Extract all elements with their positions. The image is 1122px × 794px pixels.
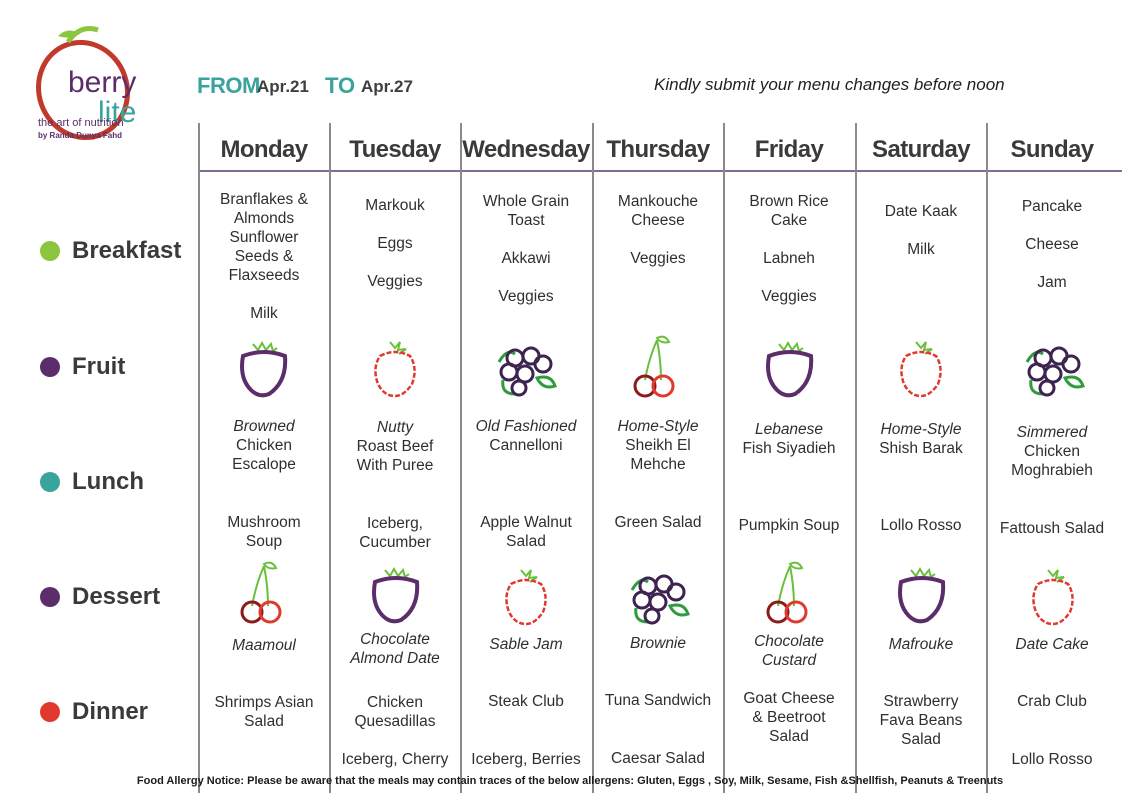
menu-item: Cheese bbox=[1025, 236, 1079, 253]
dinner-item: Goat Cheese bbox=[743, 690, 835, 707]
menu-item: Branflakes & bbox=[220, 191, 308, 208]
lunch-side-sunday bbox=[987, 519, 1117, 538]
dish-style: Browned bbox=[233, 418, 295, 435]
day-header-thursday: Thursday bbox=[606, 136, 710, 163]
dinner-item: Steak Club bbox=[488, 693, 564, 710]
menu-item: Almonds bbox=[233, 210, 295, 227]
plum-icon bbox=[887, 562, 957, 632]
cherry-icon bbox=[230, 560, 300, 630]
dinner-item: Shrimps Asian bbox=[214, 694, 314, 711]
dish-name: Fish Siyadieh bbox=[742, 440, 836, 457]
menu-item: Whole Grain bbox=[482, 193, 570, 210]
day-header-friday: Friday bbox=[754, 136, 824, 163]
dinner-saturday bbox=[856, 692, 986, 749]
side-item: Salad bbox=[506, 533, 546, 550]
dinner-item: Strawberry bbox=[883, 693, 959, 710]
blueberry-icon bbox=[1019, 334, 1089, 404]
lunch-side-tuesday bbox=[330, 514, 460, 552]
dinner-sunday bbox=[987, 692, 1117, 711]
plum-icon bbox=[361, 562, 431, 632]
menu-item: Milk bbox=[907, 241, 935, 258]
lunch-side-saturday bbox=[856, 516, 986, 535]
dessert-name: Brownie bbox=[630, 635, 686, 652]
dessert-name: Mafrouke bbox=[888, 636, 954, 653]
dessert-thursday bbox=[593, 634, 723, 653]
breakfast-sunday bbox=[987, 197, 1117, 292]
breakfast-saturday bbox=[856, 202, 986, 259]
lunch-dot-icon bbox=[40, 472, 60, 492]
dish-name: Escalope bbox=[232, 456, 296, 473]
dessert-dot-icon bbox=[40, 587, 60, 607]
meal-label-text: Fruit bbox=[72, 353, 126, 380]
lunch-side-monday bbox=[199, 513, 329, 551]
breakfast-thursday bbox=[593, 192, 723, 268]
lunch-wednesday bbox=[461, 417, 591, 455]
day-header-wednesday: Wednesday bbox=[462, 136, 590, 163]
menu-item: Seeds & bbox=[234, 248, 294, 265]
dinner-side-thursday: Caesar Salad bbox=[611, 750, 705, 767]
dessert-name: Chocolate bbox=[360, 631, 430, 648]
dish-style: Lebanese bbox=[754, 421, 824, 438]
dessert-friday bbox=[724, 632, 854, 670]
menu-item: Eggs bbox=[377, 235, 413, 252]
dish-name: Sheikh El bbox=[625, 437, 691, 454]
side-item: Green Salad bbox=[614, 514, 702, 531]
day-header-sunday: Sunday bbox=[1010, 136, 1094, 163]
dinner-dot-icon bbox=[40, 702, 60, 722]
menu-item: Labneh bbox=[763, 250, 815, 267]
dinner-item: Fava Beans bbox=[879, 712, 963, 729]
menu-item: Milk bbox=[250, 305, 278, 322]
logo-word-berry: berry bbox=[68, 66, 137, 99]
menu-item: Brown Rice bbox=[749, 193, 829, 210]
breakfast-monday bbox=[199, 190, 329, 323]
menu-item: Toast bbox=[507, 212, 545, 229]
lunch-side-wednesday bbox=[461, 513, 591, 551]
dessert-wednesday bbox=[461, 635, 591, 654]
to-label: TO bbox=[325, 73, 356, 98]
dinner-side-tuesday: Iceberg, Cherry bbox=[341, 751, 449, 768]
plum-icon bbox=[755, 336, 825, 406]
menu-item: Markouk bbox=[365, 197, 425, 214]
dinner-monday bbox=[199, 693, 329, 731]
menu-item: Veggies bbox=[367, 273, 423, 290]
lunch-sunday bbox=[987, 423, 1117, 480]
dinner-item: & Beetroot bbox=[752, 709, 826, 726]
menu-item: Veggies bbox=[630, 250, 686, 267]
lunch-side-friday bbox=[724, 516, 854, 535]
lunch-side-thursday bbox=[593, 513, 723, 532]
meal-label-dessert bbox=[40, 583, 160, 611]
dinner-item: Crab Club bbox=[1017, 693, 1087, 710]
menu-item: Sunflower bbox=[229, 229, 299, 246]
dessert-name: Custard bbox=[761, 652, 817, 669]
dinner-side-wednesday: Iceberg, Berries bbox=[471, 751, 581, 768]
allergy-notice: Food Allergy Notice: Please be aware that the meals may contain traces of the below allergens: Gluten, Eggs , Soy, Milk, Sesame, Fish &Shellfish, Peanuts & Treenuts bbox=[136, 775, 1004, 787]
dinner-item: Salad bbox=[901, 731, 941, 748]
meal-label-fruit bbox=[40, 353, 125, 381]
blueberry-icon bbox=[491, 334, 561, 404]
side-item: Apple Walnut bbox=[480, 514, 572, 531]
dessert-name: Maamoul bbox=[232, 637, 296, 654]
cherry-icon bbox=[756, 560, 826, 630]
dessert-name: Date Cake bbox=[1015, 636, 1089, 653]
lunch-friday bbox=[724, 420, 854, 458]
dessert-tuesday bbox=[330, 630, 460, 668]
dessert-monday bbox=[199, 636, 329, 655]
dessert-sunday bbox=[987, 635, 1117, 654]
meal-label-breakfast bbox=[40, 237, 181, 265]
dish-name: Cannelloni bbox=[489, 437, 563, 454]
dinner-item: Tuna Sandwich bbox=[604, 692, 712, 709]
dessert-name: Sable Jam bbox=[489, 636, 563, 653]
from-label: FROM bbox=[197, 73, 260, 98]
menu-item: Flaxseeds bbox=[228, 267, 300, 284]
menu-item: Cake bbox=[770, 212, 808, 229]
dessert-name: Chocolate bbox=[754, 633, 824, 650]
meal-label-text: Breakfast bbox=[72, 237, 182, 264]
day-header-monday: Monday bbox=[220, 136, 308, 163]
menu-item: Jam bbox=[1037, 274, 1067, 291]
meal-label-text: Dinner bbox=[72, 698, 149, 725]
berry-lite-logo bbox=[28, 20, 178, 170]
logo-word-lite: lite bbox=[98, 96, 137, 129]
raspberry-icon bbox=[886, 336, 956, 406]
day-header-tuesday: Tuesday bbox=[349, 136, 441, 163]
side-item: Lollo Rosso bbox=[880, 517, 962, 534]
menu-item: Akkawi bbox=[501, 250, 551, 267]
logo-byline: by Randa Dunya Fahd bbox=[38, 131, 123, 140]
dish-style: Nutty bbox=[376, 419, 414, 436]
dinner-tuesday bbox=[330, 693, 460, 731]
dish-style: Home-Style bbox=[617, 418, 699, 435]
dish-name: Mehche bbox=[630, 456, 686, 473]
plum-icon bbox=[229, 336, 299, 406]
raspberry-icon bbox=[491, 564, 561, 634]
blueberry-icon bbox=[624, 562, 694, 632]
submission-notice: Kindly submit your menu changes before noon bbox=[654, 75, 1005, 94]
menu-item: Pancake bbox=[1021, 198, 1083, 215]
side-item: Cucumber bbox=[359, 534, 431, 551]
meal-label-text: Dessert bbox=[72, 583, 161, 610]
dinner-item: Salad bbox=[769, 728, 809, 745]
menu-item: Date Kaak bbox=[884, 203, 958, 220]
dinner-item: Salad bbox=[244, 713, 284, 730]
raspberry-icon bbox=[1018, 564, 1088, 634]
to-date: Apr.27 bbox=[361, 77, 413, 96]
dish-name: Moghrabieh bbox=[1011, 462, 1093, 479]
dish-name: Shish Barak bbox=[879, 440, 963, 457]
dish-name: Chicken bbox=[236, 437, 292, 454]
dinner-item: Chicken bbox=[367, 694, 423, 711]
header-divider bbox=[199, 170, 1122, 172]
lunch-thursday bbox=[593, 417, 723, 474]
side-item: Soup bbox=[245, 533, 283, 550]
breakfast-friday bbox=[724, 192, 854, 306]
dish-style: Simmered bbox=[1016, 424, 1088, 441]
breakfast-tuesday bbox=[330, 196, 460, 291]
lunch-saturday bbox=[856, 420, 986, 458]
side-item: Pumpkin Soup bbox=[738, 517, 840, 534]
dessert-saturday bbox=[856, 635, 986, 654]
menu-item: Cheese bbox=[631, 212, 685, 229]
breakfast-dot-icon bbox=[40, 241, 60, 261]
dish-name: Chicken bbox=[1024, 443, 1080, 460]
dinner-side-sunday: Lollo Rosso bbox=[1011, 751, 1093, 768]
meal-label-dinner bbox=[40, 698, 148, 726]
side-item: Mushroom bbox=[227, 514, 301, 531]
menu-item: Veggies bbox=[498, 288, 554, 305]
dish-style: Old Fashioned bbox=[475, 418, 577, 435]
side-item: Fattoush Salad bbox=[999, 520, 1105, 537]
dinner-item: Quesadillas bbox=[354, 713, 436, 730]
meal-label-text: Lunch bbox=[72, 468, 144, 495]
dinner-thursday bbox=[593, 691, 723, 710]
dessert-name: Almond Date bbox=[350, 650, 440, 667]
lunch-monday bbox=[199, 417, 329, 474]
meal-label-lunch bbox=[40, 468, 144, 496]
menu-item: Mankouche bbox=[617, 193, 699, 210]
dinner-friday bbox=[724, 689, 854, 746]
dinner-wednesday bbox=[461, 692, 591, 711]
from-date: Apr.21 bbox=[257, 77, 309, 96]
dish-name: With Puree bbox=[356, 457, 434, 474]
dish-name: Roast Beef bbox=[356, 438, 434, 455]
dish-style: Home-Style bbox=[880, 421, 962, 438]
side-item: Iceberg, bbox=[366, 515, 423, 532]
cherry-icon bbox=[623, 334, 693, 404]
raspberry-icon bbox=[360, 336, 430, 406]
lunch-tuesday bbox=[330, 418, 460, 475]
menu-item: Veggies bbox=[761, 288, 817, 305]
fruit-dot-icon bbox=[40, 357, 60, 377]
day-header-saturday: Saturday bbox=[872, 136, 970, 163]
logo-tagline: the art of nutrition bbox=[38, 117, 124, 129]
breakfast-wednesday bbox=[461, 192, 591, 306]
